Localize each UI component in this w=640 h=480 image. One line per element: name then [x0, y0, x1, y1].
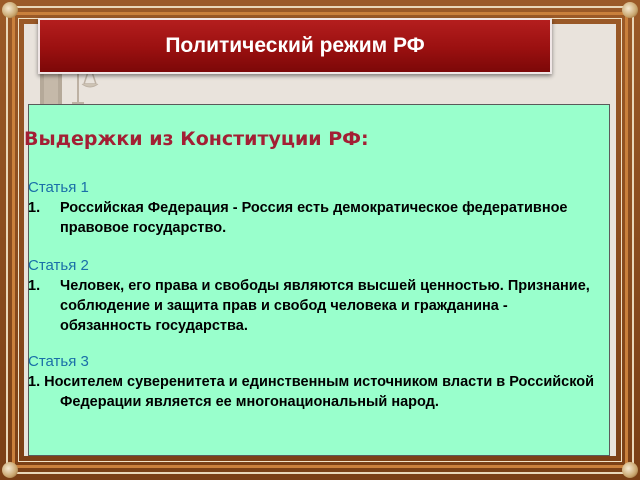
- list-item: [28, 276, 600, 336]
- corner-stud: [622, 2, 638, 18]
- list-item: [28, 372, 620, 412]
- article-1: [28, 178, 600, 238]
- page-title: Политический режим РФ: [165, 34, 425, 57]
- item-text: Носителем суверенитета и единственным источником власти в Российской Федерации является ее многонациональный народ.: [44, 374, 595, 410]
- article-3: [28, 352, 620, 412]
- item-number: 1.: [28, 374, 41, 390]
- item-number: 1.: [28, 278, 41, 294]
- article-heading: Статья 2: [28, 257, 89, 274]
- subtitle: Выдержки из Конституции РФ:: [24, 128, 369, 150]
- corner-stud: [622, 462, 638, 478]
- article-heading: Статья 3: [28, 353, 89, 370]
- list-item: [28, 198, 600, 238]
- item-text: Человек, его права и свободы являются высшей ценностью. Признание, соблюдение и защита прав и свобод человека и гражданина - обязанность государства.: [60, 278, 590, 334]
- item-text: Российская Федерация - Россия есть демократическое федеративное правовое государство.: [60, 200, 568, 236]
- item-number: 1.: [28, 200, 41, 216]
- article-heading: Статья 1: [28, 179, 89, 196]
- corner-stud: [2, 2, 18, 18]
- title-banner: [38, 18, 552, 74]
- corner-stud: [2, 462, 18, 478]
- article-2: [28, 256, 600, 336]
